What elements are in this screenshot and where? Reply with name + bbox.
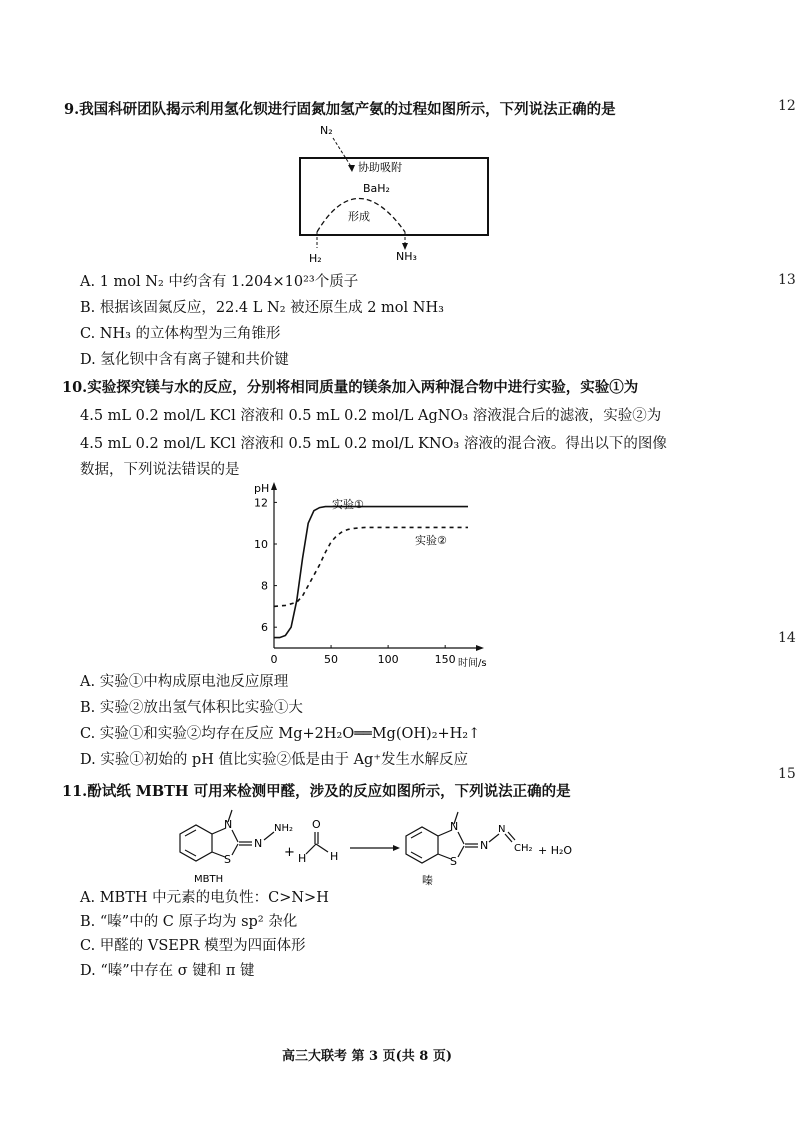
q11-option-b: B. “嗪”中的 C 原子均为 sp² 杂化 — [80, 914, 298, 930]
formaldehyde-h-left: H — [298, 852, 307, 865]
q11-option-d: D. “嗪”中存在 σ 键和 π 键 — [80, 963, 255, 979]
q10-stem-line-3: 4.5 mL 0.2 mol/L KCl 溶液和 0.5 mL 0.2 mol/L KNO₃ 溶液的混合液。得出以下的图像 — [80, 436, 667, 452]
product-name: 嗪 — [422, 874, 433, 887]
bah2-label: BaH₂ — [363, 182, 390, 195]
margin-number-13: 13 — [778, 272, 796, 288]
q10-option-d: D. 实验①初始的 pH 值比实验②低是由于 Ag⁺发生水解反应 — [80, 752, 468, 768]
water-product: + H₂O — [538, 844, 573, 857]
q9-diagram — [290, 120, 500, 265]
q10-stem-line-4: 数据，下列说法错误的是 — [80, 462, 240, 478]
y-tick-label: 8 — [261, 579, 268, 593]
y-tick-label: 12 — [254, 496, 268, 510]
q11-stem: 11.酚试纸 MBTH 可用来检测甲醛，涉及的反应如图所示，下列说法正确的是 — [62, 783, 571, 800]
mbth-name: MBTH — [194, 874, 224, 885]
q11-option-a: A. MBTH 中元素的电负性：C>N>H — [80, 890, 329, 906]
mbth-s-atom: S — [224, 853, 231, 866]
q10-option-b: B. 实验②放出氢气体积比实验①大 — [80, 700, 303, 716]
x-tick-label: 0 — [270, 653, 278, 666]
q9-option-c: C. NH₃ 的立体构型为三角锥形 — [80, 326, 281, 342]
page-footer: 高三大联考 第 3 页(共 8 页) — [282, 1049, 453, 1064]
mbth-structure — [180, 810, 293, 885]
x-tick-label: 100 — [377, 653, 399, 666]
product-s-atom: S — [450, 855, 457, 868]
q9-option-b: B. 根据该固氮反应，22.4 L N₂ 被还原生成 2 mol NH₃ — [80, 300, 444, 316]
formaldehyde-structure — [298, 818, 338, 865]
margin-number-12: 12 — [778, 98, 796, 114]
product-n-chain-1: N — [480, 839, 489, 852]
q10-stem-line-1: 10.实验探究镁与水的反应，分别将相同质量的镁条加入两种混合物中进行实验，实验①为 — [62, 379, 639, 396]
plus-sign: + — [284, 845, 295, 860]
h2-label: H₂ — [309, 252, 322, 265]
ph-time-chart — [240, 478, 520, 674]
mbth-n-chain: N — [254, 837, 263, 850]
x-axis-title: 时间/s — [458, 658, 487, 669]
y-axis-arrow — [271, 482, 277, 490]
q9-option-a: A. 1 mol N₂ 中约含有 1.204×10²³个质子 — [80, 274, 359, 290]
x-tick-label: 150 — [434, 653, 456, 666]
x-axis-arrow — [476, 645, 484, 651]
product-structure — [406, 812, 533, 887]
margin-number-14: 14 — [778, 630, 796, 646]
adsorb-label: 协助吸附 — [358, 161, 402, 174]
series-label-experiment-1: 实验① — [332, 498, 364, 511]
y-tick-label: 10 — [254, 538, 268, 551]
nh3-label: NH₃ — [396, 250, 417, 263]
q11-reaction-scheme — [160, 806, 600, 888]
q10-stem-line-2: 4.5 mL 0.2 mol/L KCl 溶液和 0.5 mL 0.2 mol/L AgNO₃ 溶液混合后的滤液，实验②为 — [80, 408, 662, 424]
series-line-experiment-1 — [274, 507, 468, 638]
q9-stem: 9.我国科研团队揭示利用氢化钡进行固氮加氢产氨的过程如图所示，下列说法正确的是 — [64, 101, 616, 118]
y-tick-label: 6 — [261, 621, 268, 635]
product-ch2: CH₂ — [514, 843, 533, 854]
q11-option-c: C. 甲醛的 VSEPR 模型为四面体形 — [80, 938, 306, 954]
q10-option-c: C. 实验①和实验②均存在反应 Mg+2H₂O══Mg(OH)₂+H₂↑ — [80, 726, 481, 742]
mbth-n-ring: N — [224, 818, 233, 831]
product-n-chain-2: N — [498, 824, 506, 835]
y-axis-title: pH — [254, 482, 270, 495]
product-n-ring: N — [450, 820, 459, 833]
q9-option-d: D. 氢化钡中含有离子键和共价键 — [80, 352, 289, 368]
margin-number-15: 15 — [778, 766, 796, 782]
series-label-experiment-2: 实验② — [415, 534, 447, 547]
mbth-nh2: NH₂ — [274, 823, 294, 834]
formaldehyde-o: O — [312, 818, 321, 831]
form-label: 形成 — [348, 210, 370, 223]
n2-label: N₂ — [320, 124, 333, 137]
q10-option-a: A. 实验①中构成原电池反应原理 — [80, 674, 289, 690]
x-tick-label: 50 — [324, 653, 339, 666]
formaldehyde-h-right: H — [330, 850, 339, 863]
